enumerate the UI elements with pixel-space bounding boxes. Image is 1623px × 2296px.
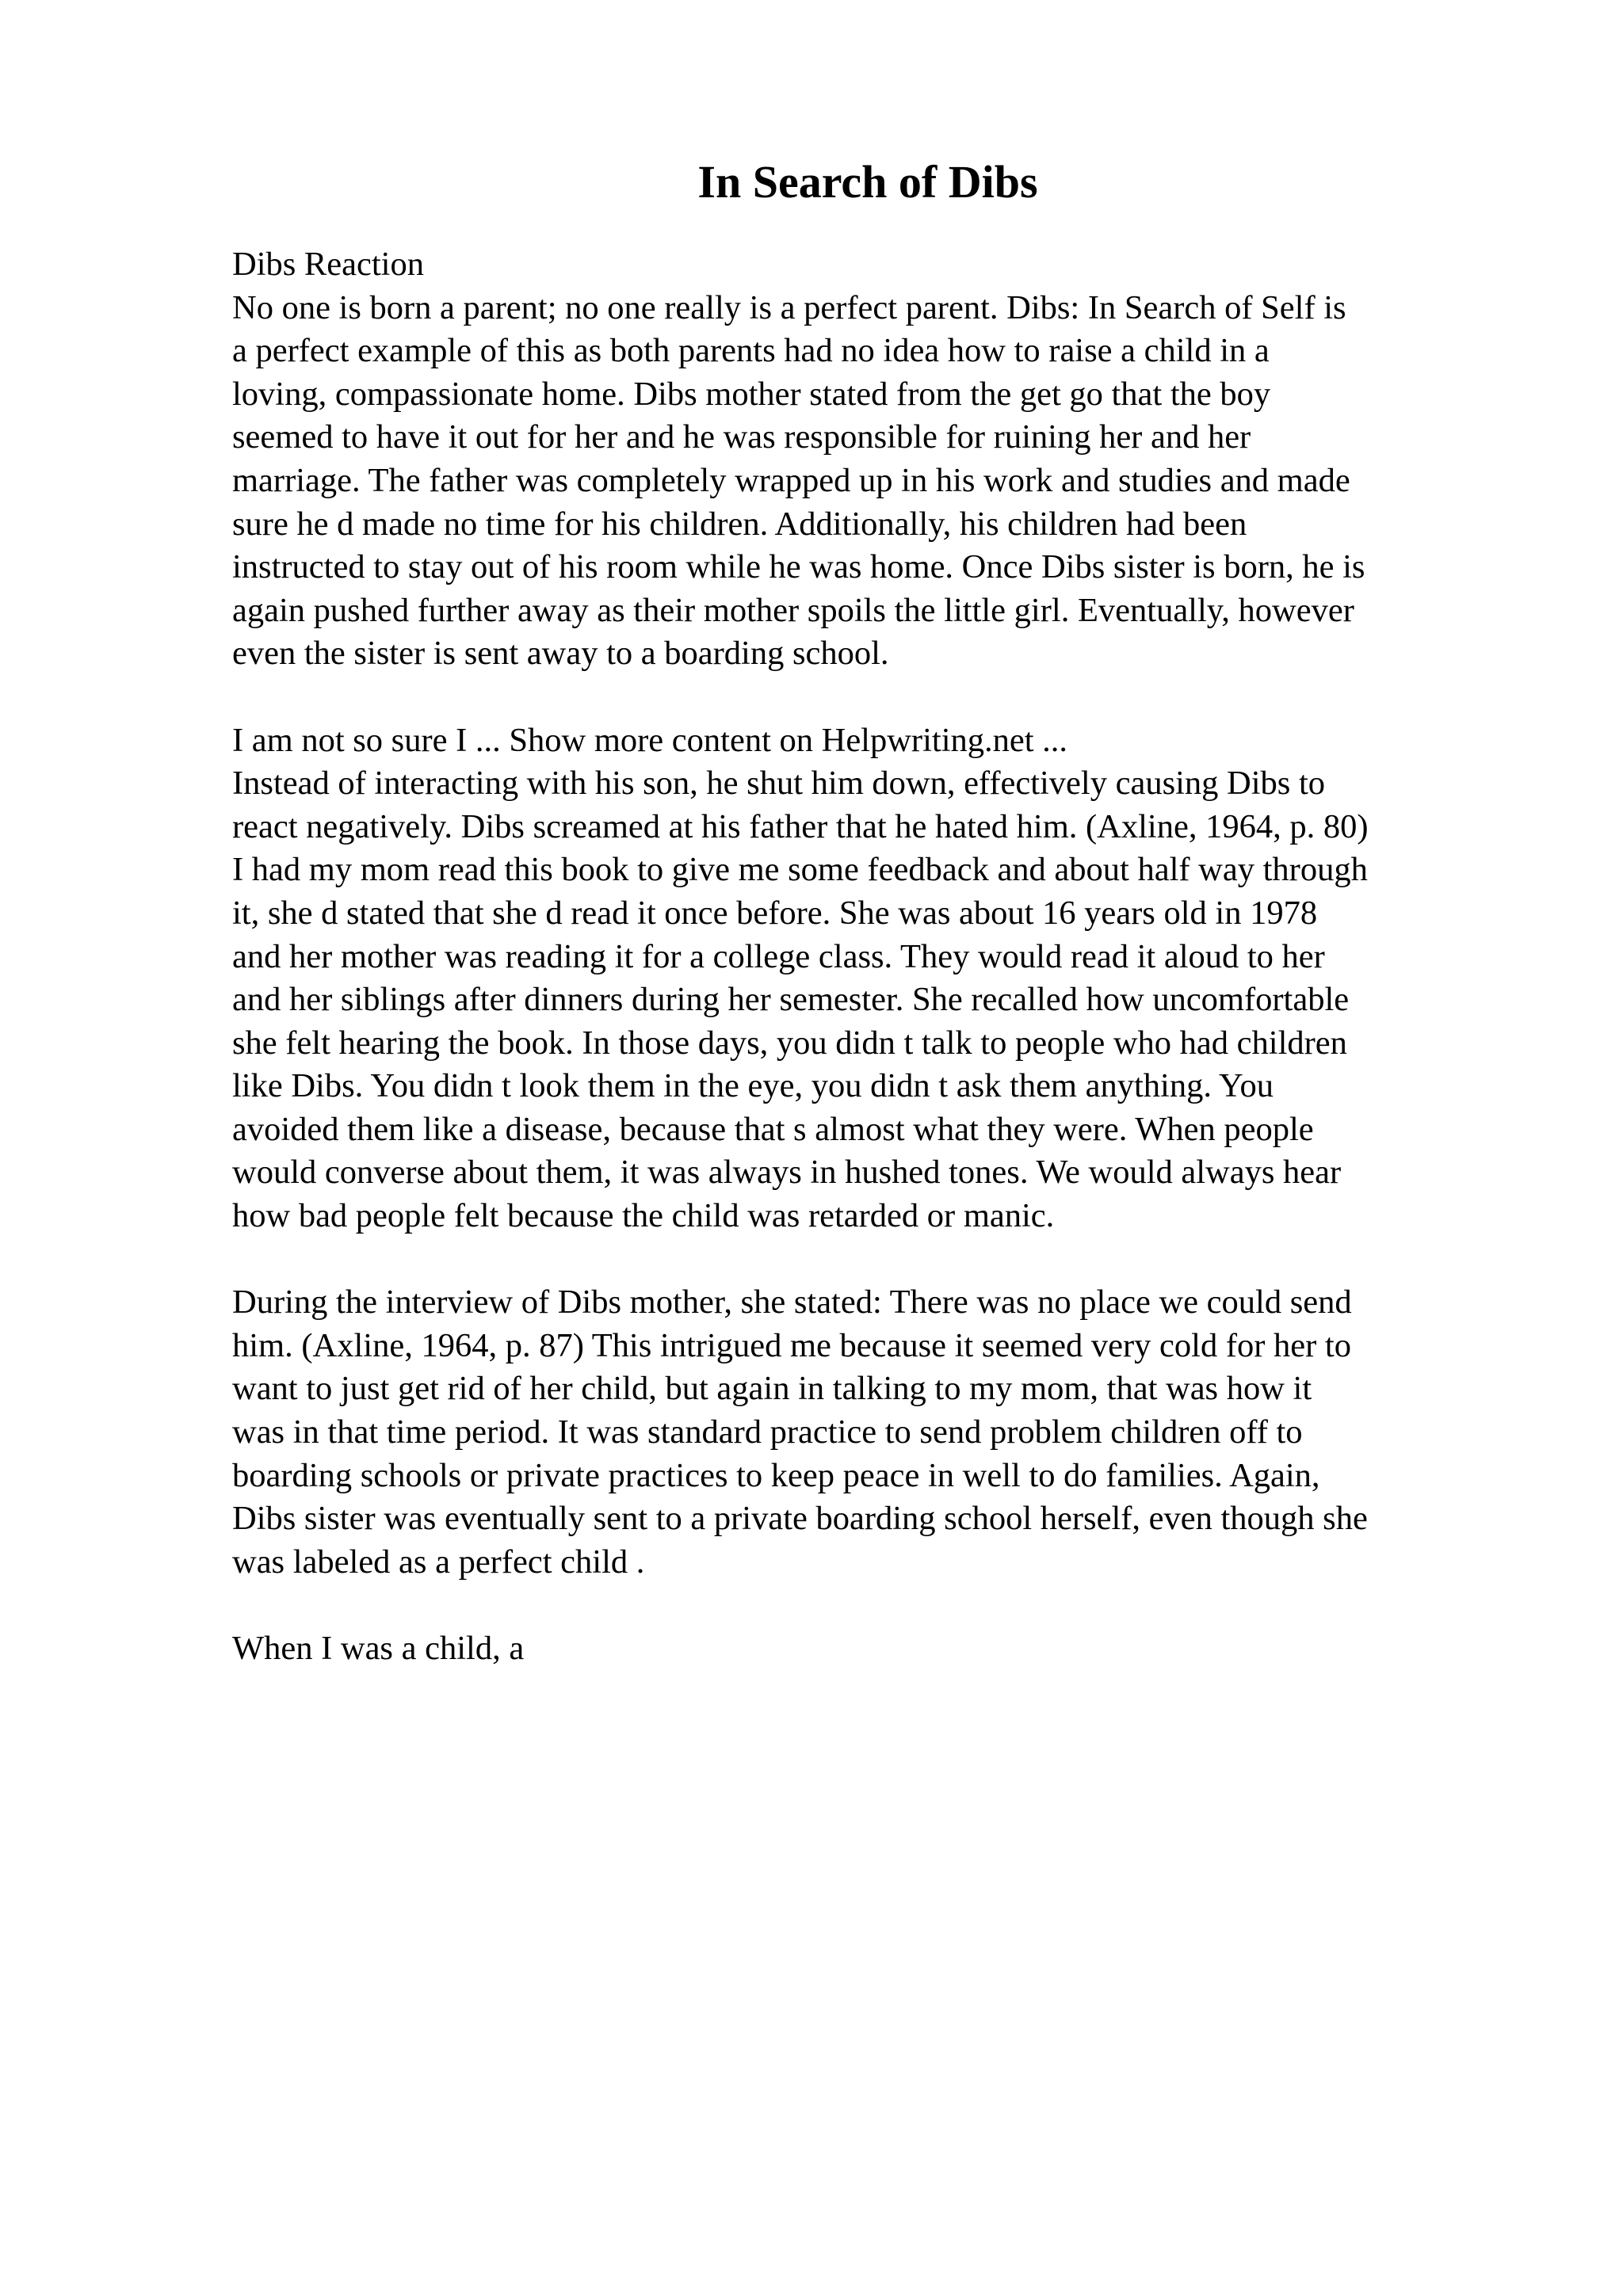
text-line: would converse about them, it was always in hushed tones. We would always hear bbox=[232, 1154, 1342, 1192]
text-line: boarding schools or private practices to keep peace in well to do families. Again, bbox=[232, 1456, 1320, 1494]
text-line: was labeled as a perfect child . bbox=[232, 1543, 645, 1581]
paragraph-gap bbox=[232, 1238, 1500, 1282]
text-line: When I was a child, a bbox=[232, 1630, 525, 1667]
paragraph bbox=[232, 1627, 1500, 1671]
text-line: she felt hearing the book. In those days, you didn t talk to people who had children bbox=[232, 1024, 1347, 1062]
text-line: react negatively. Dibs screamed at his father that he hated him. (Axline, 1964, p. 80) bbox=[232, 807, 1369, 845]
text-line: was in that time period. It was standard practice to send problem children off to bbox=[232, 1413, 1303, 1451]
text-line: loving, compassionate home. Dibs mother stated from the get go that the boy bbox=[232, 375, 1271, 413]
text-line: sure he d made no time for his children. Additionally, his children had been bbox=[232, 505, 1247, 543]
text-line: Dibs Reaction bbox=[232, 246, 424, 283]
document-title: In Search of Dibs bbox=[697, 156, 1038, 208]
paragraph-gap bbox=[232, 676, 1500, 719]
text-line: like Dibs. You didn t look them in the eye, you didn t ask them anything. You bbox=[232, 1067, 1274, 1105]
text-line: and her siblings after dinners during her semester. She recalled how uncomfortable bbox=[232, 981, 1350, 1019]
text-line: avoided them like a disease, because that s almost what they were. When people bbox=[232, 1110, 1314, 1148]
text-line: seemed to have it out for her and he was responsible for ruining her and her bbox=[232, 418, 1251, 456]
text-line: marriage. The father was completely wrapped up in his work and studies and made bbox=[232, 461, 1350, 499]
text-line: want to just get rid of her child, but again in talking to my mom, that was how it bbox=[232, 1370, 1312, 1408]
document-body bbox=[232, 243, 1500, 1671]
text-line: how bad people felt because the child was retarded or manic. bbox=[232, 1197, 1055, 1235]
text-line: a perfect example of this as both parents had no idea how to raise a child in a bbox=[232, 332, 1270, 370]
paragraph bbox=[232, 243, 1500, 676]
text-line: and her mother was reading it for a college class. They would read it aloud to her bbox=[232, 937, 1325, 975]
text-line: it, she d stated that she d read it once before. She was about 16 years old in 1978 bbox=[232, 894, 1318, 932]
text-line: Dibs sister was eventually sent to a private boarding school herself, even though she bbox=[232, 1500, 1368, 1538]
text-line: I had my mom read this book to give me some feedback and about half way through bbox=[232, 851, 1368, 889]
paragraph bbox=[232, 719, 1500, 1238]
text-line: I am not so sure I ... Show more content on Helpwriting.net ... bbox=[232, 721, 1068, 759]
text-line: him. (Axline, 1964, p. 87) This intrigued me because it seemed very cold for her to bbox=[232, 1326, 1351, 1364]
text-line: instructed to stay out of his room while he was home. Once Dibs sister is born, he is bbox=[232, 548, 1365, 586]
text-line: Instead of interacting with his son, he shut him down, effectively causing Dibs to bbox=[232, 765, 1326, 803]
text-line: During the interview of Dibs mother, she stated: There was no place we could send bbox=[232, 1283, 1352, 1322]
paragraph bbox=[232, 1281, 1500, 1584]
paragraph-gap bbox=[232, 1584, 1500, 1627]
text-line: No one is born a parent; no one really is a perfect parent. Dibs: In Search of Self is bbox=[232, 288, 1346, 326]
text-line: even the sister is sent away to a boarding school. bbox=[232, 635, 889, 673]
text-line: again pushed further away as their mother spoils the little girl. Eventually, however bbox=[232, 591, 1354, 629]
